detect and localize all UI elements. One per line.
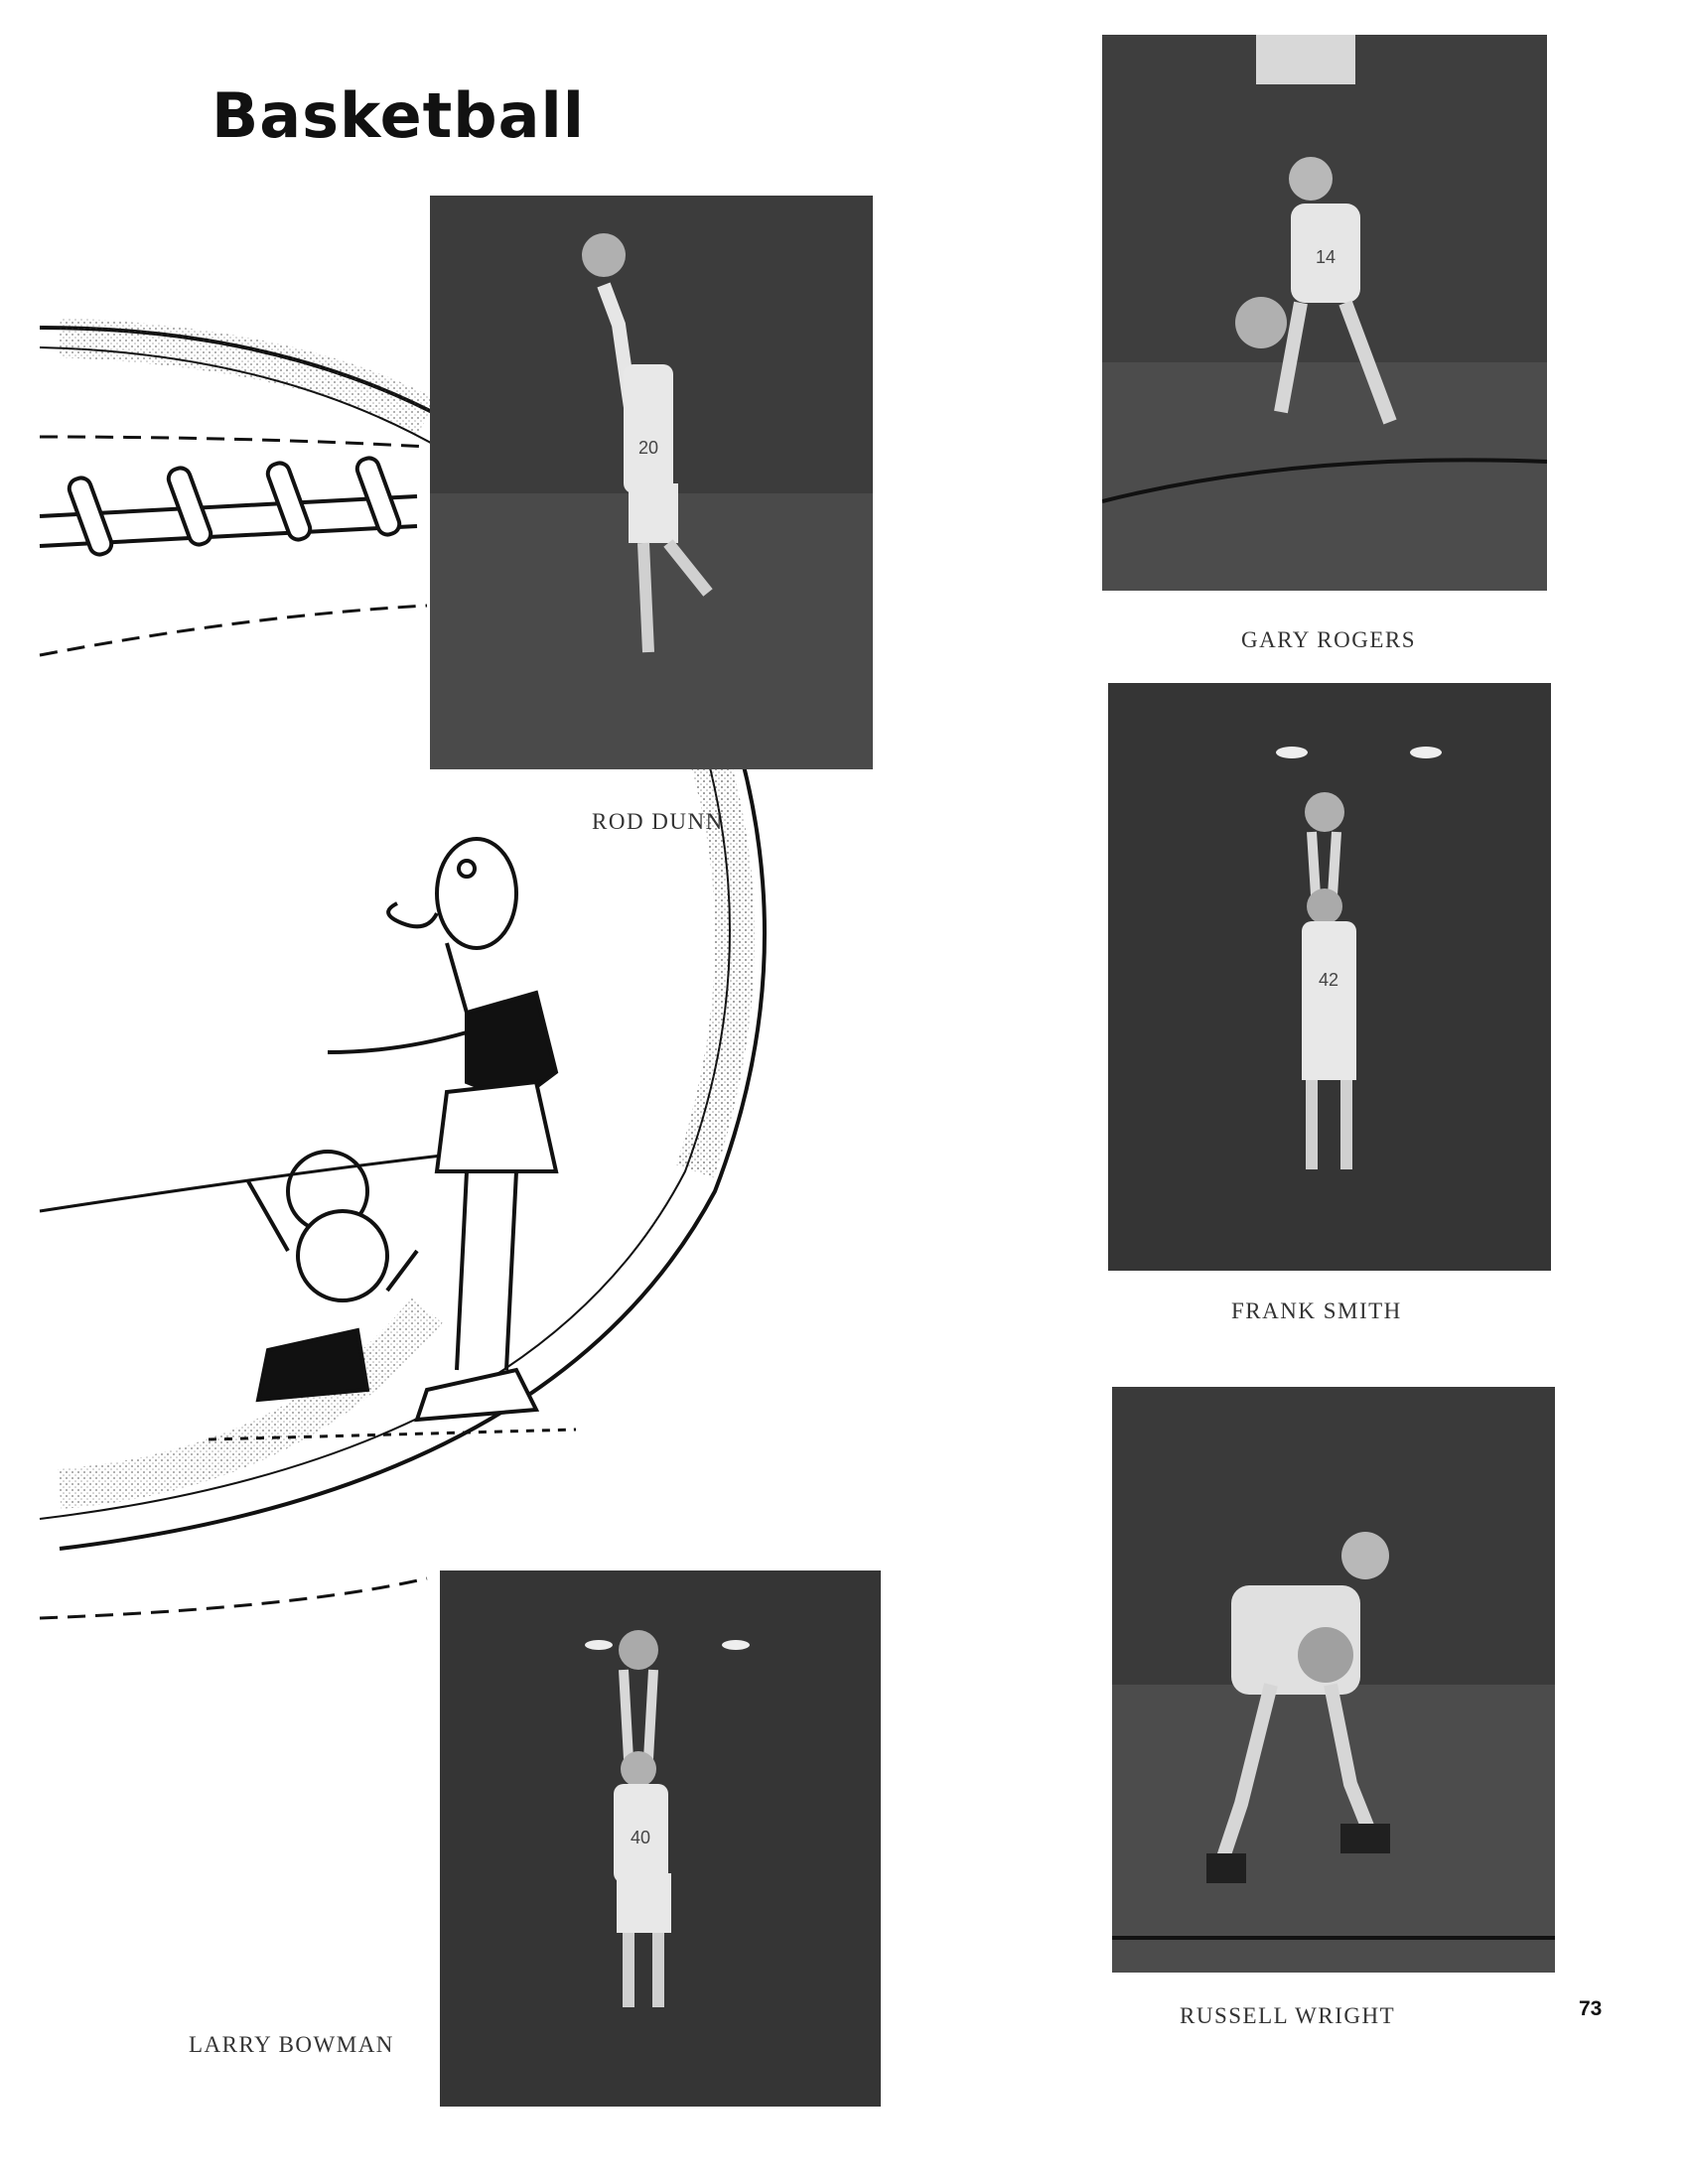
player-photo-image bbox=[1102, 35, 1547, 591]
photo-larry-bowman bbox=[440, 1570, 881, 2107]
player-photo-image bbox=[1108, 683, 1551, 1271]
caption-russell-wright: RUSSELL WRIGHT bbox=[1180, 2003, 1396, 2028]
jersey-number: 42 bbox=[1318, 970, 1339, 990]
photo-russell-wright bbox=[1112, 1387, 1555, 1973]
player-photo-image bbox=[440, 1570, 881, 2107]
caption-gary-rogers: GARY ROGERS bbox=[1241, 627, 1417, 652]
caption-rod-dunn: ROD DUNN bbox=[592, 809, 724, 834]
player-photo-image bbox=[1112, 1387, 1555, 1973]
jersey-number: 20 bbox=[637, 438, 659, 458]
jersey-number: 14 bbox=[1315, 247, 1336, 267]
player-photo-image bbox=[430, 196, 873, 769]
caption-frank-smith: FRANK SMITH bbox=[1231, 1298, 1402, 1323]
caption-larry-bowman: LARRY BOWMAN bbox=[189, 2032, 394, 2057]
page-number: 73 bbox=[1579, 1997, 1603, 2020]
jersey-number: 40 bbox=[630, 1828, 651, 1847]
photo-gary-rogers bbox=[1102, 35, 1547, 591]
photo-frank-smith bbox=[1108, 683, 1551, 1271]
photo-rod-dunn bbox=[430, 196, 873, 769]
page-title: Basketball bbox=[211, 79, 585, 152]
